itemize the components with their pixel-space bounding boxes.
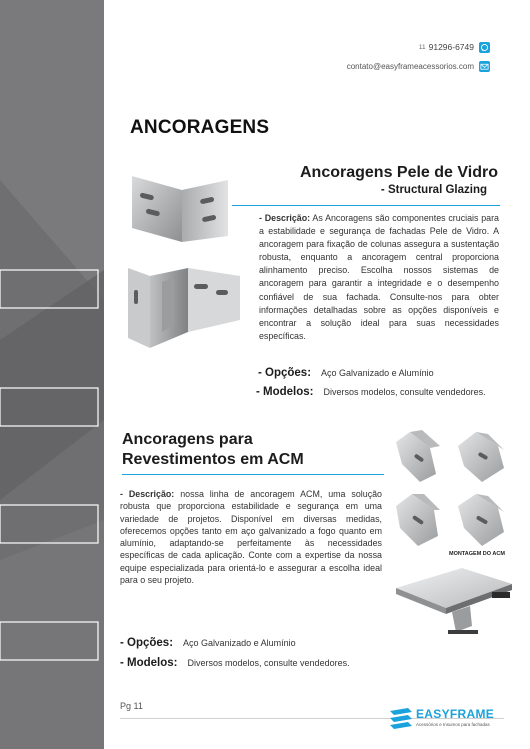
- acm-montage-image: [392, 562, 516, 650]
- email-address[interactable]: contato@easyframeacessorios.com: [346, 61, 474, 71]
- whatsapp-icon[interactable]: [479, 42, 490, 53]
- contact-block: [347, 40, 490, 78]
- email-row: [347, 59, 490, 73]
- section1-options-value: Aço Galvanizado e Alumínio: [321, 368, 434, 378]
- band-pattern: [0, 0, 104, 749]
- section1-description-label: - Descrição:: [259, 213, 311, 223]
- section1-models-label: - Modelos:: [256, 386, 314, 398]
- phone-number[interactable]: 91296-6749: [428, 42, 474, 52]
- section2-title-line1: Ancoragens para: [122, 431, 253, 448]
- section2-models: [120, 657, 350, 669]
- section2-options-value: Aço Galvanizado e Alumínio: [183, 638, 296, 648]
- easyframe-logo-icon: [390, 708, 412, 732]
- phone-row: [347, 40, 490, 54]
- section1-divider: [232, 205, 500, 206]
- section1-models: [256, 386, 486, 398]
- section2-models-value: Diversos modelos, consulte vendedores.: [187, 658, 350, 668]
- structural-glazing-bracket-image: [124, 172, 244, 264]
- acm-anchor-variants-image: [390, 428, 514, 552]
- section1-description-text: As Ancoragens são componentes cruciais para a estabilidade e segurança de fachadas Pele de Vidro. A ancoragem para fixação de colunas assegura a sustentação robusta, enquanto a ancoragem central proporciona alinhamento preciso. Escolha nossos sistemas de ancoragem para garantir a integridade e o desempenho confiável de sua fachada. Consulte-nos para obter informações detalhadas sobre as opções disponíveis e encontrar a solução ideal para suas necessidades específicas.: [259, 213, 499, 341]
- section1-models-value: Diversos modelos, consulte vendedores.: [323, 387, 486, 397]
- section1-description: [259, 212, 499, 343]
- section2-models-label: - Modelos:: [120, 657, 178, 669]
- page-title: ANCORAGENS: [130, 117, 270, 138]
- section1-subtitle: - Structural Glazing: [380, 184, 487, 196]
- central-anchor-image: [122, 262, 246, 358]
- section2-options: [120, 637, 296, 649]
- page-number: Pg 11: [120, 701, 143, 711]
- section2-options-label: - Opções:: [120, 637, 174, 649]
- section2-divider: [122, 474, 384, 475]
- section2-description: [120, 488, 382, 586]
- section2-description-label: - Descrição:: [120, 489, 175, 499]
- acm-montage-label: MONTAGEM DO ACM: [449, 551, 505, 557]
- easyframe-logo: [390, 706, 510, 736]
- email-icon[interactable]: [479, 61, 490, 72]
- section2-title: [122, 430, 304, 470]
- left-decorative-band: [0, 0, 104, 749]
- brand-tagline: Acessórios e Insumos para fachadas: [416, 722, 490, 727]
- section2-description-text: nossa linha de ancoragem ACM, uma solução robusta que proporciona estabilidade e segurança em uma variedade de projetos. Disponível em diversas medidas, oferecemos opções tanto em aço galvanizado a fogo quanto em alumínio, adaptando-se perfeitamente às necessidades específicas de cada aplicação. Conte com a expertise da nossa equipe especializada para orientá-lo e assegurar a escolha ideal para o seu projeto.: [120, 489, 382, 586]
- section1-options: [258, 367, 434, 379]
- phone-prefix: 11: [418, 43, 426, 51]
- section1-options-label: - Opções:: [258, 367, 312, 379]
- section1-title: Ancoragens Pele de Vidro: [300, 164, 498, 181]
- brand-name: EASYFRAME: [416, 707, 495, 721]
- section2-title-line2: Revestimentos em ACM: [122, 451, 304, 468]
